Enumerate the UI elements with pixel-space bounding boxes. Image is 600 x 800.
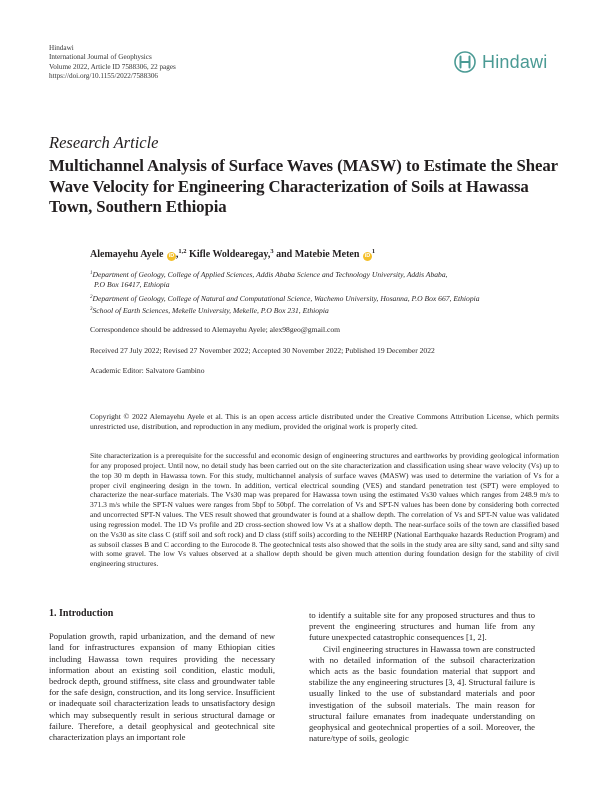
body-column-right	[309, 610, 535, 744]
intro-paragraph: to identify a suitable site for any proposed structures and thus to prevent the engineering structures and human life from any future unexpected catastrophic consequences [1, 2].	[309, 610, 535, 643]
abstract: Site characterization is a prerequisite for the successful and economic design of engineering structures and earthworks by providing geological information for any proposed project. Until now, no detail study has been carried out on the site characterization and classification using shear wave velocity (Vs) up to the top 30 m depth in Hawassa town. For this study, multichannel analysis of surface waves (MASW) was used to determine the variation of Vs for a proper civil engineering design in the town. In addition, vertical electrical sounding (VES) and standard penetration test (SPT) were employed to characterize the near-surface materials. The Vs30 map was prepared for Hawassa town using the estimated Vs30 values which ranges from 248.9 m/s to 371.3 m/s while the SPT-N values were ranges from 5bpf to 50bpf. The correlation of Vs and SPT-N values has been done by considering both corrected and uncorrected SPT-N values. The VES result showed that groundwater is found at a shallow depth. The correlation of Vs and SPT-N value was validated using regression model. The 1D Vs profile and 2D cross-section showed low Vs at a shallow depth. The near-surface soils of the town are classified based on the Vs30 as site class C (stiff soil and soft rock) and D class (stiff soils) according to the NEHRP (National Earthquake hazards Reduction Program) and as subsoil classes B and C according to the Eurocode 8. The geotechnical tests also showed that the soils in the study area are silty sand, sand and silty sand with some gravel. The low Vs values observed at a shallow depth should be given much attention during foundation design for the stability of civil engineering structures.	[90, 451, 559, 569]
affiliation-1: $^1$Department of Geology, College of Applied Sciences, Addis Ababa Science and Technology University, Addis Ababa, P.O Box 16417, Ethiopia	[90, 270, 448, 289]
correspondence: Correspondence should be addressed to Alemayehu Ayele; alex98geo@gmail.com	[90, 325, 341, 334]
section-heading: 1. Introduction	[49, 608, 114, 619]
author-name[interactable]: Matebie Meten	[294, 249, 360, 260]
author-list: Alemayehu Ayele iD ,$^{1,2}$ Kifle Woldearegay,$^3$ and Matebie Meten $iD^1$	[90, 248, 376, 260]
article-title: Multichannel Analysis of Surface Waves (MASW) to Estimate the Shear Wave Velocity for Engineering Characterization of Soils at Hawassa Town, Southern Ethiopia	[49, 156, 558, 217]
affiliation-3: $^3$School of Earth Sciences, Mekelle University, Mekelle, P.O Box 231, Ethiopia	[90, 306, 329, 315]
logo-wordmark: Hindawi	[482, 51, 548, 72]
body-column-left	[49, 608, 275, 743]
orcid-icon[interactable]: iD	[168, 253, 175, 259]
author-affil-ref: 1	[371, 248, 376, 255]
doi-link[interactable]: https://doi.org/10.1155/2022/7588306	[49, 72, 159, 81]
author-name[interactable]: Kifle Woldearegay	[189, 249, 268, 260]
volume-info: Volume 2022, Article ID 7588306, 22 pages	[49, 62, 176, 71]
author-affil-ref: 3	[270, 248, 274, 255]
article-type: Research Article	[49, 133, 159, 152]
orcid-icon[interactable]: iD	[364, 253, 371, 259]
affiliation-2: $^2$Department of Geology, College of Natural and Computational Science, Wachemo University, Hosanna, P.O Box 667, Ethiopia	[90, 294, 480, 303]
journal-meta	[49, 44, 176, 82]
author-conjunction: and	[276, 249, 293, 260]
academic-editor: Academic Editor: Salvatore Gambino	[90, 366, 205, 375]
intro-paragraph: Civil engineering structures in Hawassa town are constructed with no detailed information of the subsoil characterization which acts as the basic foundation material that support and stabilize the any engineering structures [3, 4]. Structural failure is usually linked to the use of substandard materials and poor investigation of the subsoil materials. The main reason for structural failure emanates from inadequate understanding on geophysical and geotechnical properties of a soil. Moreover, the nature/type of soils, geologic	[309, 643, 535, 744]
hindawi-logo[interactable]	[454, 51, 547, 73]
article-dates: Received 27 July 2022; Revised 27 November 2022; Accepted 30 November 2022; Published 19 December 2022	[90, 346, 435, 355]
copyright-notice: Copyright © 2022 Alemayehu Ayele et al. This is an open access article distributed under the Creative Commons Attribution License, which permits unrestricted use, distribution, and reproduction in any medium, provided the original work is properly cited.	[90, 412, 559, 432]
journal-name: International Journal of Geophysics	[49, 53, 152, 62]
author-affil-ref: 1,2	[178, 248, 187, 255]
author-name[interactable]: Alemayehu Ayele	[90, 249, 164, 260]
publisher-name: Hindawi	[49, 44, 74, 52]
hindawi-logo-icon	[454, 51, 476, 73]
intro-paragraph: Population growth, rapid urbanization, and the demand of new land for infrastructures expansion of many Ethiopian cities including Hawassa town requires providing the necessary information about an existing soil condition, elastic moduli, bedrock depth, ground stiffness, site class and groundwater table for the safe design, construction, and its long service. Insufficient or inadequate soil characterization leads to unsatisfactory design which may subsequently result in serious structural damage or failure. Therefore, a detail geophysical and geotechnical site characterization plays an important role	[49, 631, 275, 743]
